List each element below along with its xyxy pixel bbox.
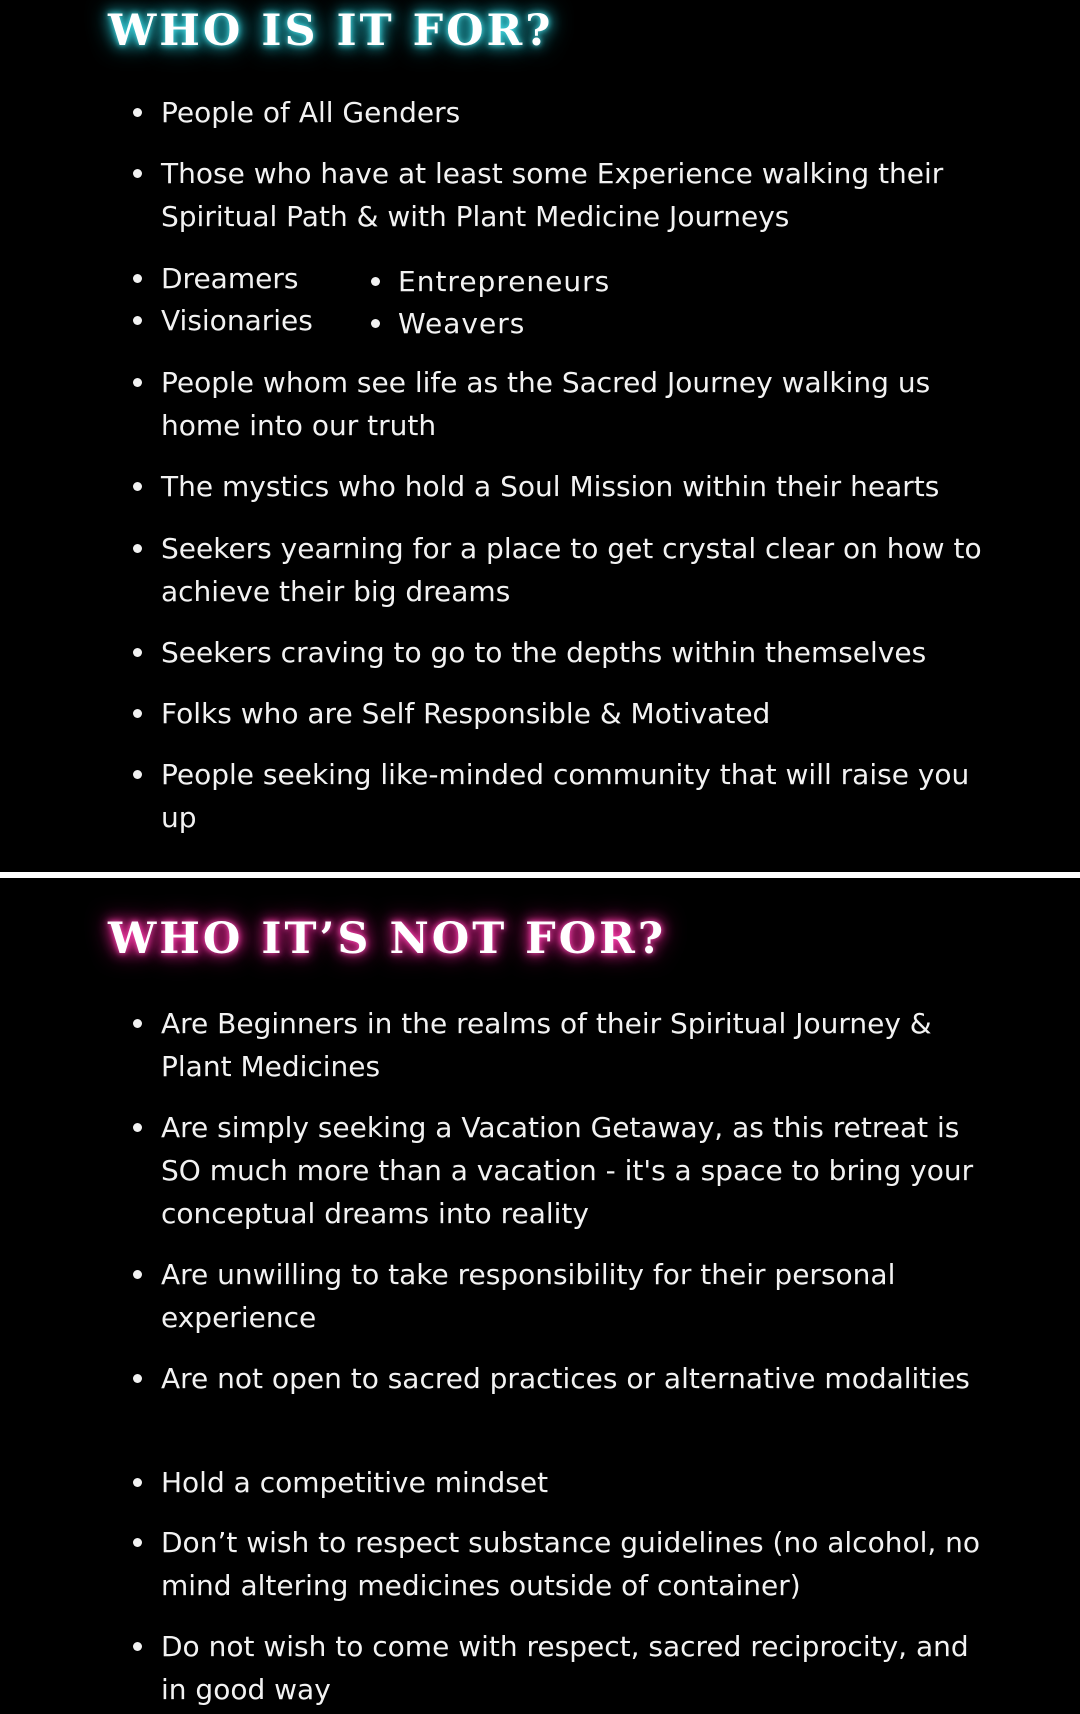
who-its-not-for-heading: WHO IT’S NOT FOR? bbox=[108, 914, 667, 964]
list-item: Folks who are Self Responsible & Motivated bbox=[161, 692, 991, 735]
list-item: Are not open to sacred practices or alternative modalities bbox=[161, 1357, 991, 1400]
list-item: Weavers bbox=[398, 302, 698, 345]
list-item: Don’t wish to respect substance guidelines (no alcohol, no mind altering medicines outside of container) bbox=[161, 1521, 991, 1607]
list-item: Are Beginners in the realms of their Spiritual Journey & Plant Medicines bbox=[161, 1002, 991, 1088]
list-item: Those who have at least some Experience walking their Spiritual Path & with Plant Medicine Journeys bbox=[161, 152, 991, 238]
list-item: Are simply seeking a Vacation Getaway, as this retreat is SO much more than a vacation - it's a space to bring your conceptual dreams into reality bbox=[161, 1106, 991, 1235]
list-item: Do not wish to come with respect, sacred reciprocity, and in good way bbox=[161, 1625, 991, 1711]
list-item: People seeking like-minded community that will raise you up bbox=[161, 753, 991, 839]
list-item: Seekers craving to go to the depths within themselves bbox=[161, 631, 991, 674]
list-item: The mystics who hold a Soul Mission within their hearts bbox=[161, 465, 991, 508]
list-item: Entrepreneurs bbox=[398, 260, 698, 303]
list-item: Visionaries bbox=[161, 299, 361, 342]
who-is-it-for-heading: WHO IS IT FOR? bbox=[108, 6, 554, 56]
list-item: Seekers yearning for a place to get crystal clear on how to achieve their big dreams bbox=[161, 527, 991, 613]
list-item: Are unwilling to take responsibility for their personal experience bbox=[161, 1253, 991, 1339]
list-item: People of All Genders bbox=[161, 91, 991, 134]
list-item: Hold a competitive mindset bbox=[161, 1461, 991, 1504]
list-item: People whom see life as the Sacred Journey walking us home into our truth bbox=[161, 361, 991, 447]
list-item: Dreamers bbox=[161, 257, 361, 300]
